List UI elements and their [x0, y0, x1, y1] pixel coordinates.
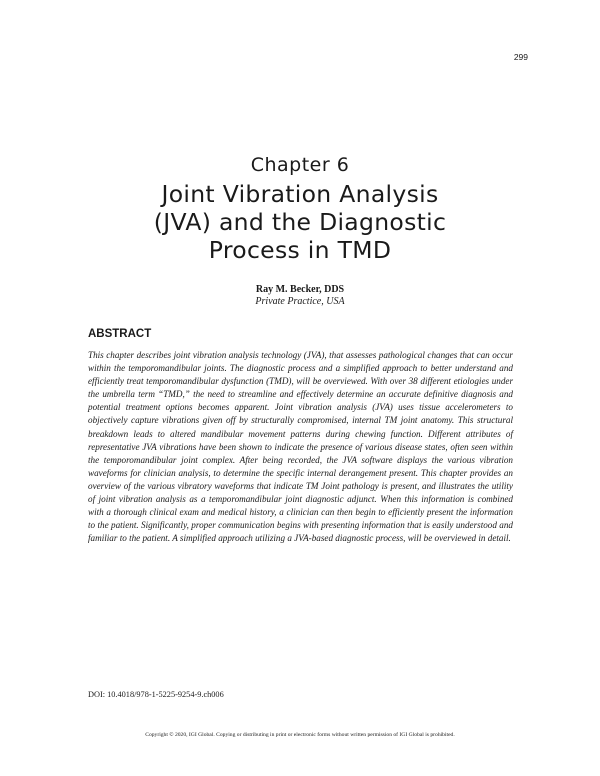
chapter-label: Chapter 6 [250, 154, 350, 176]
chapter-title-line-2: (JVA) and the Diagnostic [153, 208, 447, 236]
page-number: 299 [513, 52, 528, 62]
copyright-notice: Copyright © 2020, IGI Global. Copying or distributing in print or electronic forms without written permission of IGI Global is prohibited. [145, 732, 455, 738]
abstract-body: This chapter describes joint vibration analysis technology (JVA), that assesses pathological changes that can occur within the temporomandibular joints. The diagnostic process and a simplified approach to better understand and efficiently treat temporomandibular dysfunction (TMD), will be overviewed. With over 38 different etiologies under the umbrella term “TMD,” the need to streamline and effectively determine an accurate definitive diagnosis and potential treatment options becomes apparent. Joint vibration analysis (JVA) uses tissue accelerometers to objectively capture vibrations given off by structurally compromised, internal TM joint anatomy. This structural breakdown leads to altered mandibular movement patterns during chewing function. Different attributes of representative JVA vibrations have been shown to indicate the presence of various disease states, often seen within the temporomandibular joint complex. After being recorded, the JVA software displays the various vibration waveforms for clinician analysis, to determine the specific internal derangement present. This chapter provides an overview of the various vibratory waveforms that indicate TM Joint pathology is present, and illustrates the utility of joint vibration analysis as a temporomandibular joint diagnostic adjunct. When this information is combined with a thorough clinical exam and medical history, a clinician can then begin to efficiently present the information to the patient. Significantly, proper communication begins with presenting information that is easily understood and familiar to the patient. A simplified approach utilizing a JVA-based diagnostic process, will be overviewed in detail. [88, 350, 513, 544]
chapter-title [0, 180, 600, 264]
chapter-title-line-1: Joint Vibration Analysis [161, 180, 439, 208]
author-affiliation: Private Practice, USA [255, 296, 345, 307]
doi-line: DOI: 10.4018/978-1-5225-9254-9.ch006 [88, 690, 224, 699]
chapter-title-line-3: Process in TMD [208, 236, 392, 264]
abstract-heading: ABSTRACT [88, 328, 152, 340]
author-name: Ray M. Becker, DDS [255, 284, 345, 295]
